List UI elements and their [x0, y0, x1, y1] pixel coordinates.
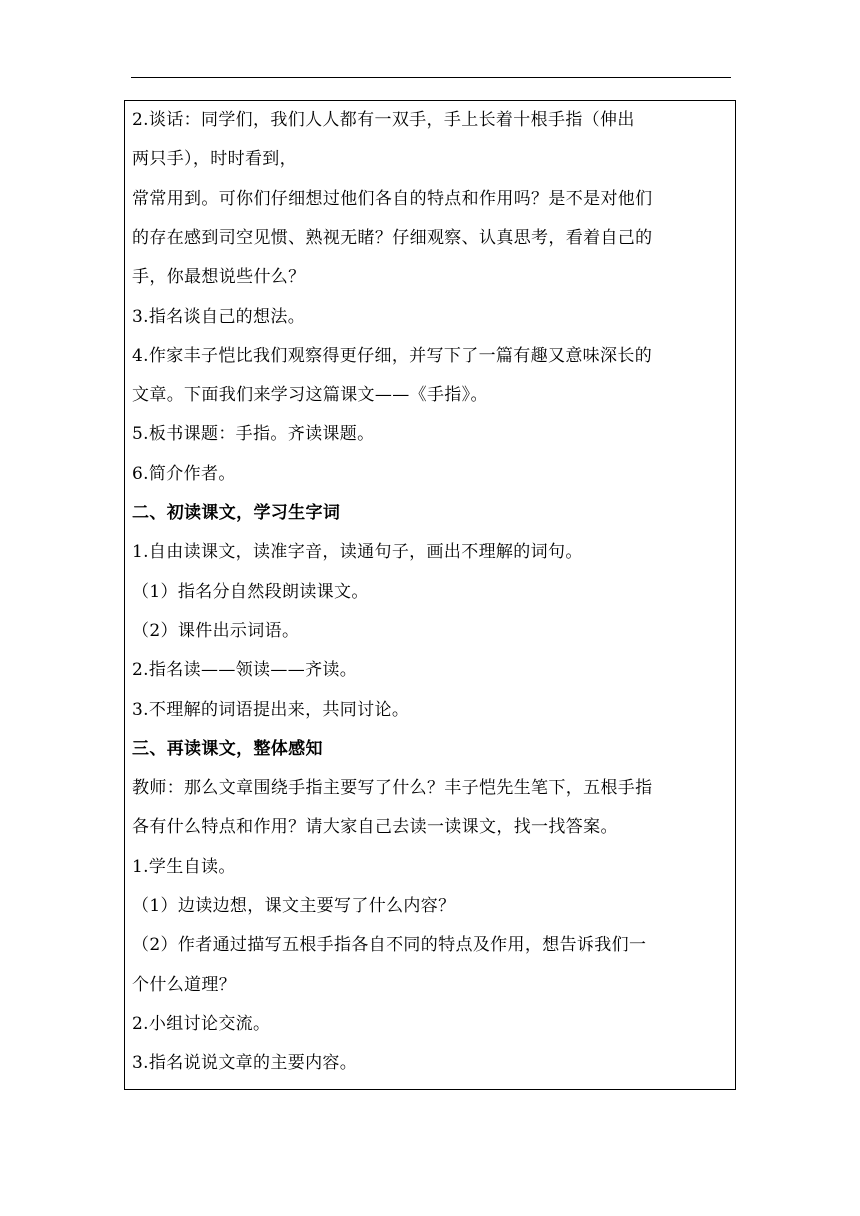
- text-line: （2）作者通过描写五根手指各自不同的特点及作用，想告诉我们一: [132, 935, 647, 956]
- text-line: 6.简介作者。: [132, 463, 236, 484]
- text-line: （1）边读边想，课文主要写了什么内容？: [132, 896, 456, 916]
- text-line: （1）指名分自然段朗读课文。: [132, 581, 369, 602]
- text-line: 1.学生自读。: [132, 856, 236, 877]
- text-line: 教师：那么文章围绕手指主要写了什么？丰子恺先生笔下，五根手指: [132, 778, 653, 799]
- section-heading: 二、初读课文，学习生字词: [132, 503, 341, 523]
- text-line: 4.作家丰子恺比我们观察得更仔细，并写下了一篇有趣又意味深长的: [132, 345, 653, 366]
- text-line: （2）课件出示词语。: [132, 620, 300, 641]
- text-line: 手，你最想说些什么？: [132, 267, 306, 288]
- text-line: 3.指名说说文章的主要内容。: [132, 1053, 358, 1074]
- text-line: 文章。下面我们来学习这篇课文——《手指》。: [132, 385, 488, 406]
- text-line: 2.谈话：同学们，我们人人都有一双手，手上长着十根手指（伸出: [132, 110, 635, 130]
- text-line: 2.小组讨论交流。: [132, 1013, 271, 1034]
- text-line: 各有什么特点和作用？请大家自己去读一读课文，找一找答案。: [132, 817, 618, 838]
- text-line: 3.不理解的词语提出来，共同讨论。: [132, 699, 410, 720]
- header-rule: [131, 77, 731, 78]
- text-line: 3.指名谈自己的想法。: [132, 306, 306, 327]
- text-line: 个什么道理？: [132, 974, 237, 995]
- section-heading: 三、再读课文，整体感知: [132, 738, 323, 759]
- text-line: 两只手），时时看到，: [132, 149, 297, 170]
- text-line: 常常用到。可你们仔细想过他们各自的特点和作用吗？是不是对他们: [132, 188, 653, 209]
- text-line: 2.指名读——领读——齐读。: [132, 660, 358, 681]
- text-line: 的存在感到司空见惯、熟视无睹？仔细观察、认真思考，看着自己的: [132, 227, 653, 248]
- text-line: 5.板书课题：手指。齐读课题。: [132, 424, 375, 445]
- text-line: 1.自由读课文，读准字音，读通句子，画出不理解的词句。: [132, 542, 583, 563]
